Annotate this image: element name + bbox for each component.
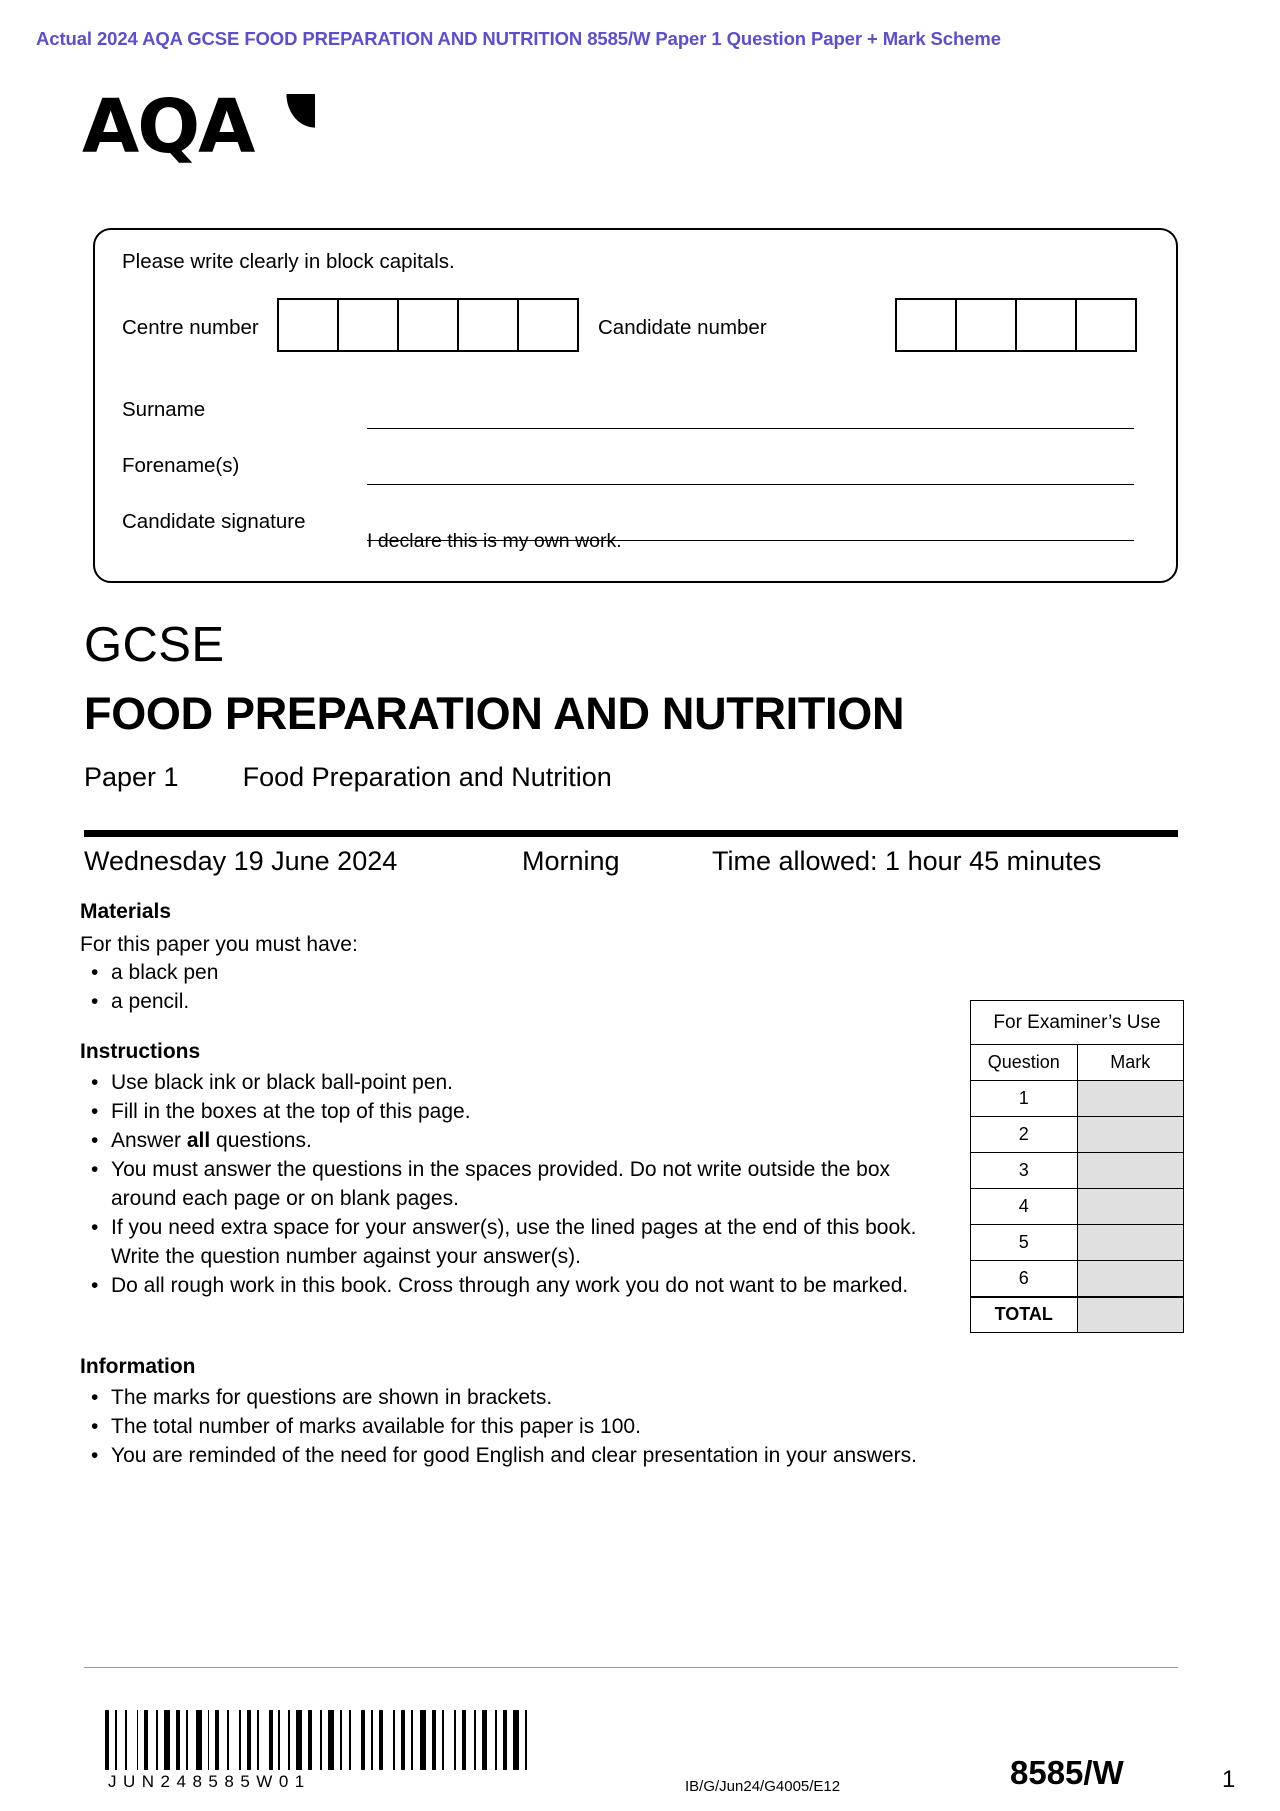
barcode-bar <box>529 1710 533 1770</box>
forenames-input[interactable] <box>367 484 1134 485</box>
qualification-title: GCSE <box>84 618 225 672</box>
paper-line <box>84 762 612 793</box>
barcode-bar <box>442 1710 444 1770</box>
examiner-table-col-question: Question <box>971 1045 1078 1081</box>
barcode-bar <box>269 1710 273 1770</box>
barcode-bar <box>420 1710 426 1770</box>
question-number: 6 <box>971 1261 1078 1297</box>
candidate-number-label: Candidate number <box>598 316 767 339</box>
information-list <box>80 1383 920 1470</box>
candidate-signature-label: Candidate signature <box>122 510 306 533</box>
centre-number-cell[interactable] <box>277 298 339 352</box>
title-divider <box>84 830 1178 837</box>
barcode-bar <box>144 1710 148 1770</box>
surname-input[interactable] <box>367 428 1134 429</box>
barcode-bar <box>503 1710 507 1770</box>
list-item: • Use black ink or black ball-point pen. <box>111 1068 920 1097</box>
barcode-bar <box>438 1710 440 1770</box>
barcode-bar <box>324 1710 326 1770</box>
barcode-bar <box>499 1710 501 1770</box>
question-number: 2 <box>971 1117 1078 1153</box>
mark-cell[interactable] <box>1077 1189 1184 1225</box>
barcode-bar <box>105 1710 109 1770</box>
barcode-bar <box>308 1710 312 1770</box>
table-row <box>971 1189 1184 1225</box>
barcode-bar <box>278 1710 280 1770</box>
barcode-bar <box>196 1710 202 1770</box>
question-number: 4 <box>971 1189 1078 1225</box>
barcode-bar <box>401 1710 405 1770</box>
barcode-bar <box>468 1710 472 1770</box>
barcode-bar <box>349 1710 351 1770</box>
barcode-bar <box>186 1710 188 1770</box>
barcode-bar <box>140 1710 142 1770</box>
total-mark-cell[interactable] <box>1077 1297 1184 1333</box>
mark-cell[interactable] <box>1077 1225 1184 1261</box>
aqa-leaf-icon <box>257 94 315 156</box>
barcode-bar <box>415 1710 419 1770</box>
examiner-table-title: For Examiner’s Use <box>971 1001 1184 1045</box>
barcode-bar <box>190 1710 194 1770</box>
barcode-bar <box>478 1710 480 1770</box>
examiner-table-col-mark: Mark <box>1077 1045 1184 1081</box>
barcode-bar <box>176 1710 180 1770</box>
barcode-bar <box>361 1710 365 1770</box>
barcode-bar <box>208 1710 210 1770</box>
materials-list <box>80 958 880 1016</box>
barcode-bar <box>156 1710 158 1770</box>
barcode-bar <box>513 1710 519 1770</box>
barcode-bar <box>247 1710 251 1770</box>
candidate-number-cell[interactable] <box>1075 298 1137 352</box>
table-row-total <box>971 1297 1184 1333</box>
centre-number-cell[interactable] <box>337 298 399 352</box>
mark-cell[interactable] <box>1077 1081 1184 1117</box>
surname-label: Surname <box>122 398 206 421</box>
centre-number-cell[interactable] <box>397 298 459 352</box>
barcode-bar <box>371 1710 373 1770</box>
instructions-list <box>80 1068 920 1300</box>
barcode-bar <box>454 1710 456 1770</box>
barcode-bar <box>320 1710 322 1770</box>
barcode-bar <box>111 1710 113 1770</box>
exam-session: Morning <box>522 846 620 876</box>
barcode-bar <box>243 1710 245 1770</box>
barcode-bar <box>393 1710 395 1770</box>
forenames-label: Forename(s) <box>122 454 240 477</box>
page-banner-title: Actual 2024 AQA GCSE FOOD PREPARATION AND NUTRITION 8585/W Paper 1 Question Paper + Mark Scheme <box>36 28 1001 49</box>
barcode-bar <box>288 1710 290 1770</box>
question-number: 1 <box>971 1081 1078 1117</box>
candidate-details-box <box>93 228 1178 583</box>
barcode-bar <box>115 1710 117 1770</box>
barcode-bar <box>231 1710 237 1770</box>
paper-code: 8585/W <box>1010 1754 1124 1791</box>
list-item: • Fill in the boxes at the top of this page. <box>111 1097 920 1126</box>
barcode-bar <box>495 1710 497 1770</box>
barcode-bar <box>137 1710 139 1770</box>
barcode-bar <box>164 1710 170 1770</box>
table-row <box>971 1153 1184 1189</box>
barcode-bar <box>314 1710 318 1770</box>
barcode-bar <box>411 1710 413 1770</box>
list-item: • The marks for questions are shown in brackets. <box>111 1383 920 1412</box>
paper-name: Food Preparation and Nutrition <box>242 762 612 792</box>
list-item: • a black pen <box>111 958 880 987</box>
table-row <box>971 1081 1184 1117</box>
subject-title: FOOD PREPARATION AND NUTRITION <box>84 688 905 739</box>
barcode-bar <box>296 1710 302 1770</box>
instructions-heading: Instructions <box>80 1040 201 1063</box>
barcode-bar <box>261 1710 267 1770</box>
candidate-number-cell[interactable] <box>895 298 957 352</box>
centre-number-input[interactable] <box>277 298 579 352</box>
table-row <box>971 1225 1184 1261</box>
barcode-bar <box>257 1710 259 1770</box>
barcode-bar <box>215 1710 219 1770</box>
exam-time-allowed: Time allowed: 1 hour 45 minutes <box>712 846 1102 876</box>
centre-number-cell[interactable] <box>457 298 519 352</box>
barcode-bar <box>458 1710 460 1770</box>
candidate-number-input[interactable] <box>895 298 1137 352</box>
barcode-bar <box>509 1710 511 1770</box>
barcode-bar <box>172 1710 174 1770</box>
barcode-bar <box>474 1710 476 1770</box>
barcode-bar <box>129 1710 135 1770</box>
barcode-bar <box>328 1710 334 1770</box>
declaration-text: I declare this is my own work. <box>367 530 622 552</box>
barcode-bar <box>446 1710 452 1770</box>
barcode-bar <box>160 1710 162 1770</box>
barcode-bar <box>119 1710 123 1770</box>
list-item: • You must answer the questions in the spaces provided. Do not write outside the box around each page or on blank pages. <box>111 1155 920 1213</box>
barcode-bar <box>385 1710 391 1770</box>
list-item: • You are reminded of the need for good English and clear presentation in your answers. <box>111 1441 920 1470</box>
barcode-bar <box>367 1710 369 1770</box>
information-heading: Information <box>80 1355 196 1378</box>
barcode-bar <box>344 1710 348 1770</box>
barcode-bar <box>204 1710 206 1770</box>
barcode <box>105 1710 535 1770</box>
barcode-bar <box>125 1710 127 1770</box>
mark-cell[interactable] <box>1077 1261 1184 1297</box>
footer-divider <box>84 1667 1178 1668</box>
materials-heading: Materials <box>80 900 172 923</box>
page-number: 1 <box>1222 1766 1236 1793</box>
paper-number: Paper 1 <box>84 762 179 792</box>
table-row <box>971 1261 1184 1297</box>
barcode-bar <box>182 1710 184 1770</box>
list-item: • The total number of marks available for this paper is 100. <box>111 1412 920 1441</box>
barcode-bar <box>239 1710 241 1770</box>
barcode-bar <box>379 1710 383 1770</box>
mark-cell[interactable] <box>1077 1117 1184 1153</box>
list-item: • a pencil. <box>111 987 880 1016</box>
table-row <box>971 1117 1184 1153</box>
barcode-bar <box>304 1710 306 1770</box>
barcode-bar <box>221 1710 225 1770</box>
barcode-bar <box>353 1710 359 1770</box>
barcode-bar <box>397 1710 399 1770</box>
centre-number-label: Centre number <box>122 316 259 339</box>
list-item: • If you need extra space for your answer(s), use the lined pages at the end of this book. Write the question number against your answer(s). <box>111 1213 920 1271</box>
total-label: TOTAL <box>971 1297 1078 1333</box>
barcode-text: JUN248585W01 <box>108 1772 311 1791</box>
mark-cell[interactable] <box>1077 1153 1184 1189</box>
barcode-bar <box>489 1710 493 1770</box>
question-number: 5 <box>971 1225 1078 1261</box>
barcode-bar <box>482 1710 488 1770</box>
barcode-bar <box>253 1710 255 1770</box>
barcode-bar <box>525 1710 527 1770</box>
barcode-bar <box>227 1710 229 1770</box>
barcode-bar <box>336 1710 338 1770</box>
centre-number-cell[interactable] <box>517 298 579 352</box>
list-item: • Do all rough work in this book. Cross through any work you do not want to be marked. <box>111 1271 920 1300</box>
candidate-number-cell[interactable] <box>1015 298 1077 352</box>
aqa-logo <box>82 84 315 170</box>
barcode-bar <box>211 1710 213 1770</box>
barcode-bar <box>292 1710 294 1770</box>
materials-intro: For this paper you must have: <box>80 933 358 956</box>
barcode-bar <box>340 1710 342 1770</box>
exam-date: Wednesday 19 June 2024 <box>84 846 398 876</box>
question-number: 3 <box>971 1153 1078 1189</box>
barcode-bar <box>462 1710 466 1770</box>
block-capitals-instruction: Please write clearly in block capitals. <box>122 250 455 273</box>
candidate-number-cell[interactable] <box>955 298 1017 352</box>
list-item: • Answer all questions. <box>111 1126 920 1155</box>
barcode-bar <box>521 1710 523 1770</box>
barcode-bar <box>407 1710 409 1770</box>
examiner-use-table <box>970 1000 1184 1333</box>
barcode-bar <box>150 1710 154 1770</box>
barcode-bar <box>282 1710 286 1770</box>
barcode-bar <box>428 1710 430 1770</box>
barcode-bar <box>275 1710 277 1770</box>
barcode-bar <box>432 1710 436 1770</box>
aqa-logo-text: AQA <box>82 84 254 170</box>
ib-code: IB/G/Jun24/G4005/E12 <box>685 1778 841 1795</box>
barcode-bar <box>375 1710 377 1770</box>
